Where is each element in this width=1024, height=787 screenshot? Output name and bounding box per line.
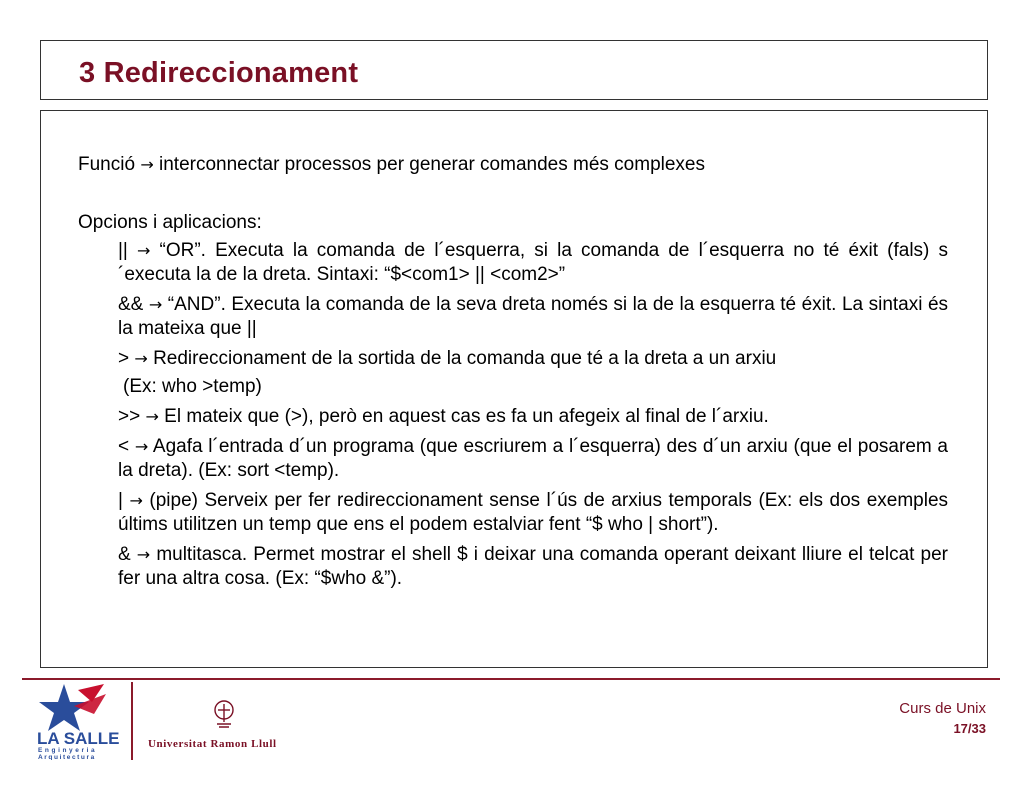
arrow-icon: →	[134, 349, 148, 368]
arrow-icon: →	[136, 545, 151, 564]
arrow-icon: →	[129, 491, 143, 510]
arrow-icon: →	[134, 437, 149, 456]
option-redirect	[118, 347, 948, 371]
lasalle-logo-text: LA SALLE	[37, 729, 120, 748]
option-and	[118, 293, 948, 341]
option-symbol: &	[118, 544, 131, 565]
title-box	[40, 40, 988, 100]
option-symbol: >>	[118, 406, 141, 427]
svg-text:Arquitectura: Arquitectura	[38, 754, 96, 760]
option-symbol: &&	[118, 294, 144, 315]
option-input	[118, 435, 948, 483]
option-text: multitasca. Permet mostrar el shell $ i deixar una comanda operant deixant lliure el telcat per fer una altra cosa. (Ex: “$who &”).	[118, 544, 949, 589]
svg-text:Enginyeria: Enginyeria	[38, 747, 98, 754]
arrow-icon: →	[137, 241, 151, 260]
option-or	[118, 239, 948, 287]
option-symbol: <	[118, 436, 130, 457]
options-heading: Opcions i aplicacions:	[78, 212, 262, 233]
footer-divider	[22, 678, 1000, 680]
function-text: interconnectar processos per generar comandes més complexes	[159, 154, 705, 175]
option-text: “AND”. Executa la comanda de la seva dreta només si la de la esquerra té éxit. La sintaxi és la mateixa que ||	[118, 294, 949, 339]
option-text: Redireccionament de la sortida de la comanda que té a la dreta a un arxiu	[153, 348, 777, 369]
function-label: Funció	[78, 154, 136, 175]
url-seal-icon	[148, 698, 298, 734]
option-background	[118, 543, 948, 591]
option-append	[118, 405, 948, 429]
page-number: 17/33	[953, 721, 986, 736]
option-text: El mateix que (>), però en aquest cas es fa un afegeix al final de l´arxiu.	[164, 406, 769, 427]
option-text: “OR”. Executa la comanda de l´esquerra, si la comanda de l´esquerra no té éxit (fals) s´executa la de la dreta. Sintaxi: “$<com1> || <com2>”	[118, 240, 948, 285]
logo-separator	[131, 682, 133, 760]
arrow-icon: →	[145, 407, 159, 426]
lasalle-logo-graphic	[34, 680, 130, 760]
url-logo	[148, 698, 298, 748]
function-line	[78, 153, 948, 177]
url-logo-text: Universitat Ramon Llull	[148, 738, 277, 750]
slide-title: 3 Redireccionament	[79, 57, 359, 89]
option-symbol: >	[118, 348, 130, 369]
option-text: Agafa l´entrada d´un programa (que escriurem a l´esquerra) des d´un arxiu (que el posarem a la dreta). (Ex: sort <temp).	[118, 436, 949, 481]
footer-info	[899, 700, 986, 736]
course-name: Curs de Unix	[899, 700, 986, 717]
option-symbol: ||	[118, 240, 128, 261]
redirect-example: (Ex: who >temp)	[123, 376, 262, 397]
arrow-icon: →	[140, 155, 154, 174]
arrow-icon: →	[148, 295, 163, 314]
slide-body	[78, 153, 948, 591]
lasalle-logo	[34, 680, 130, 760]
content-box	[40, 110, 988, 668]
option-text: (pipe) Serveix per fer redireccionament sense l´ús de arxius temporals (Ex: els dos exemples últims utilitzen un temp que ens el podem estalviar fent “$ who | short”).	[118, 490, 949, 535]
option-pipe	[118, 489, 948, 537]
option-symbol: |	[118, 490, 123, 511]
